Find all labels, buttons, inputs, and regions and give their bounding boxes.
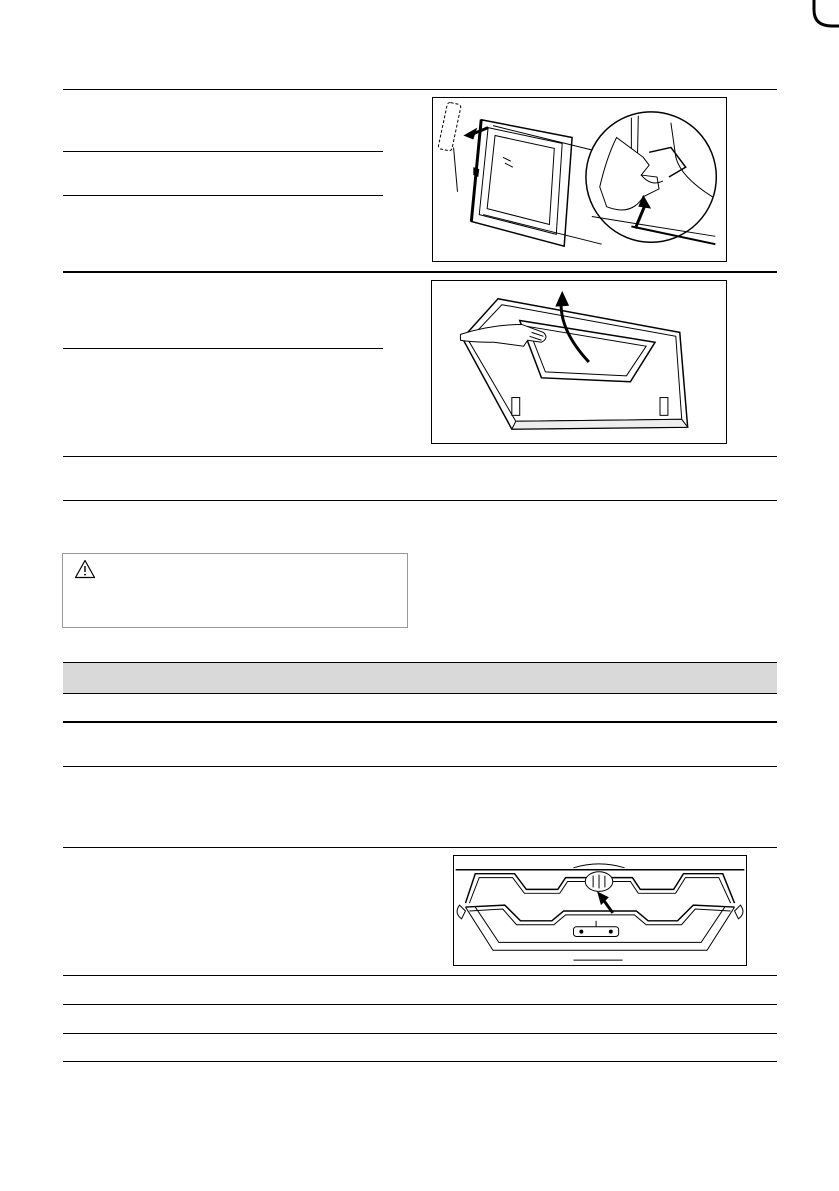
door-lift-illustration [432, 281, 726, 443]
door-lift-figure [431, 280, 727, 444]
warning-box [62, 553, 408, 628]
table-header-rule [63, 693, 777, 694]
heating-element-illustration [454, 856, 746, 965]
table-row-rule [63, 721, 777, 723]
substep-rule [63, 195, 383, 196]
section-rule [63, 271, 777, 273]
substep-rule [63, 348, 383, 349]
table-row-rule [63, 1004, 777, 1005]
warning-triangle-icon [74, 559, 96, 579]
section-rule [63, 456, 777, 457]
page-corner-mark [812, 0, 839, 28]
table-header [63, 663, 777, 693]
table-bottom-rule [63, 1061, 777, 1062]
table-row-rule [63, 1033, 777, 1034]
door-panel-removal-illustration [433, 98, 726, 261]
table-row-rule [63, 766, 777, 767]
door-glass-removal-figure [432, 97, 727, 262]
section-rule [63, 500, 777, 501]
table-row-rule [63, 847, 777, 848]
heating-element-figure [453, 855, 747, 966]
substep-rule [63, 151, 383, 152]
section-rule-top [63, 89, 777, 90]
table-row-rule [63, 975, 777, 976]
